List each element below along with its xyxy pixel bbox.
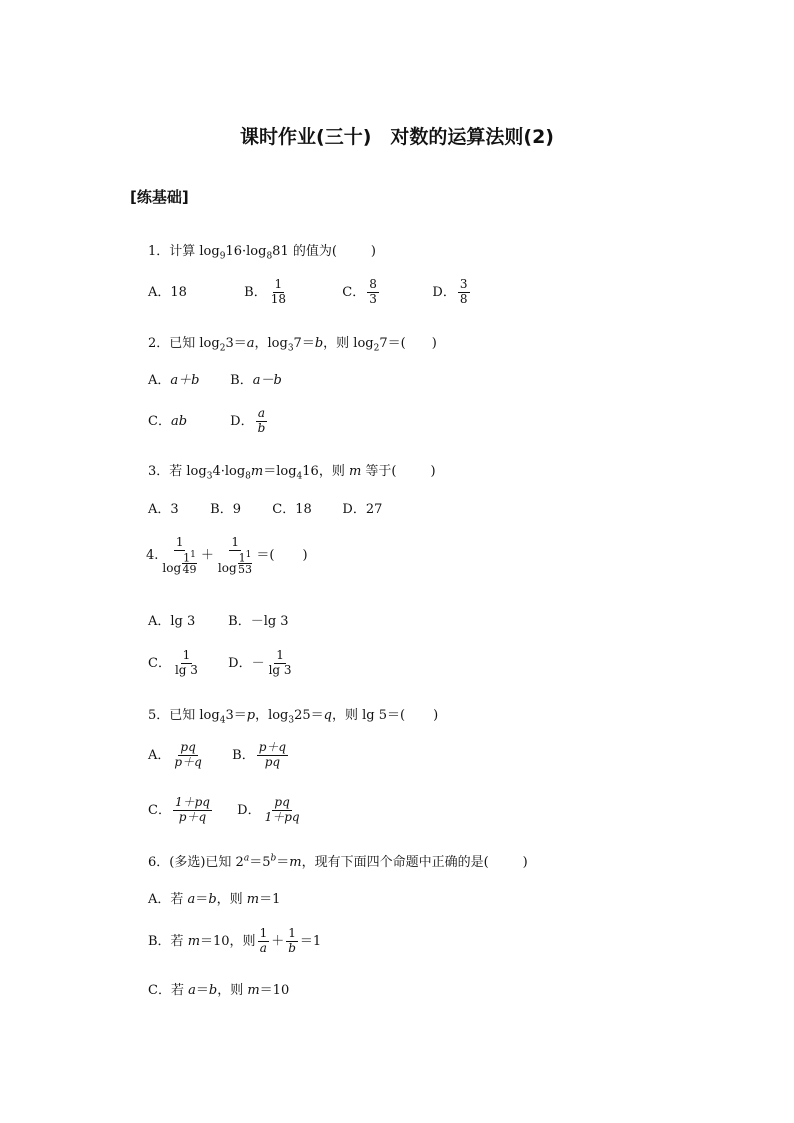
question-4-option-c: C． $\frac{1}{\lg 3}$ [148, 648, 198, 677]
question-1-option-d: D． $\frac{3}{8}$ [432, 277, 468, 306]
question-6-option-c: C．若 a＝b，则 m＝10 [148, 983, 290, 998]
question-4-option-d: D．－ $\frac{1}{\lg 3}$ [228, 648, 292, 677]
question-2-option-c: C．ab [148, 413, 188, 429]
question-6-option-a: A．若 a＝b，则 m＝1 [148, 892, 281, 907]
question-3-option-c: C．18 [272, 502, 312, 517]
question-4-option-a: A．lg 3 [148, 614, 196, 629]
question-2-options-row1 [148, 369, 282, 388]
question-1-stem: 1．计算 $\log_916\cdot\log_881$ 的值为( ) [148, 244, 376, 262]
question-5-option-d: D． $\frac{pq}{1+pq}$ [237, 795, 300, 824]
question-4-fraction-1: 1 log $1^1$ 49 [162, 535, 197, 577]
question-2-option-d: D． $\frac{a}{b}$ [230, 406, 266, 435]
page-title: 课时作业(三十) 对数的运算法则(2) [240, 126, 554, 148]
question-3-option-b: B．9 [210, 502, 241, 517]
question-4-option-b: B．－lg 3 [228, 614, 289, 629]
question-6-option-b: B．若 m＝10，则 $\frac{1}{a}$ ＋ $\frac{1}{b}$ ＝1 [148, 926, 322, 955]
question-2-option-a: A．a＋b [148, 373, 200, 388]
question-5-option-c: C． $\frac{1+pq}{p+q}$ [148, 795, 210, 824]
question-3-stem: 3．若 $\log_34\cdot\log_8m=\log_416$，则 m 等于( ) [148, 464, 436, 482]
question-2-stem: 2．已知 $\log_23=a$，$\log_37=b$，则 $\log_27=$( ) [148, 336, 437, 354]
question-2-options-row2 [148, 407, 269, 436]
question-5-options-row1 [148, 741, 290, 770]
question-6-stem: 6．(多选)已知 $2^a=5^b=m$，现有下面四个命题中正确的是( ) [148, 853, 528, 870]
question-5-stem: 5．已知 $\log_43=p$，$\log_325=q$，则 lg 5＝( ) [148, 708, 439, 726]
question-5-option-a: A． $\frac{pq}{p+q}$ [148, 740, 202, 769]
question-1-option-b: B． $\frac{1}{18}$ [244, 277, 286, 306]
question-4-fraction-2: 1 log $1^1$ 53 [217, 535, 253, 577]
question-4-options-row1 [148, 610, 289, 629]
section-heading: [练基础] [130, 188, 189, 206]
question-1-option-a: A．18 [148, 284, 187, 300]
question-5-option-b: B． $\frac{p+q}{pq}$ [232, 740, 287, 769]
question-5-options-row2 [148, 796, 304, 825]
question-3-options [148, 498, 382, 517]
question-1-options [148, 278, 472, 307]
question-3-option-d: D．27 [342, 502, 383, 517]
question-1-option-c: C． $\frac{8}{3}$ [342, 277, 377, 306]
question-4-options-row2 [148, 649, 296, 678]
question-4-stem: 4. 1 log $1^1$ 49 ＋ 1 log $1^1$ 53 ＝( ) [146, 535, 308, 577]
question-3-option-a: A．3 [148, 502, 179, 517]
question-2-option-b: B．a－b [230, 373, 282, 388]
